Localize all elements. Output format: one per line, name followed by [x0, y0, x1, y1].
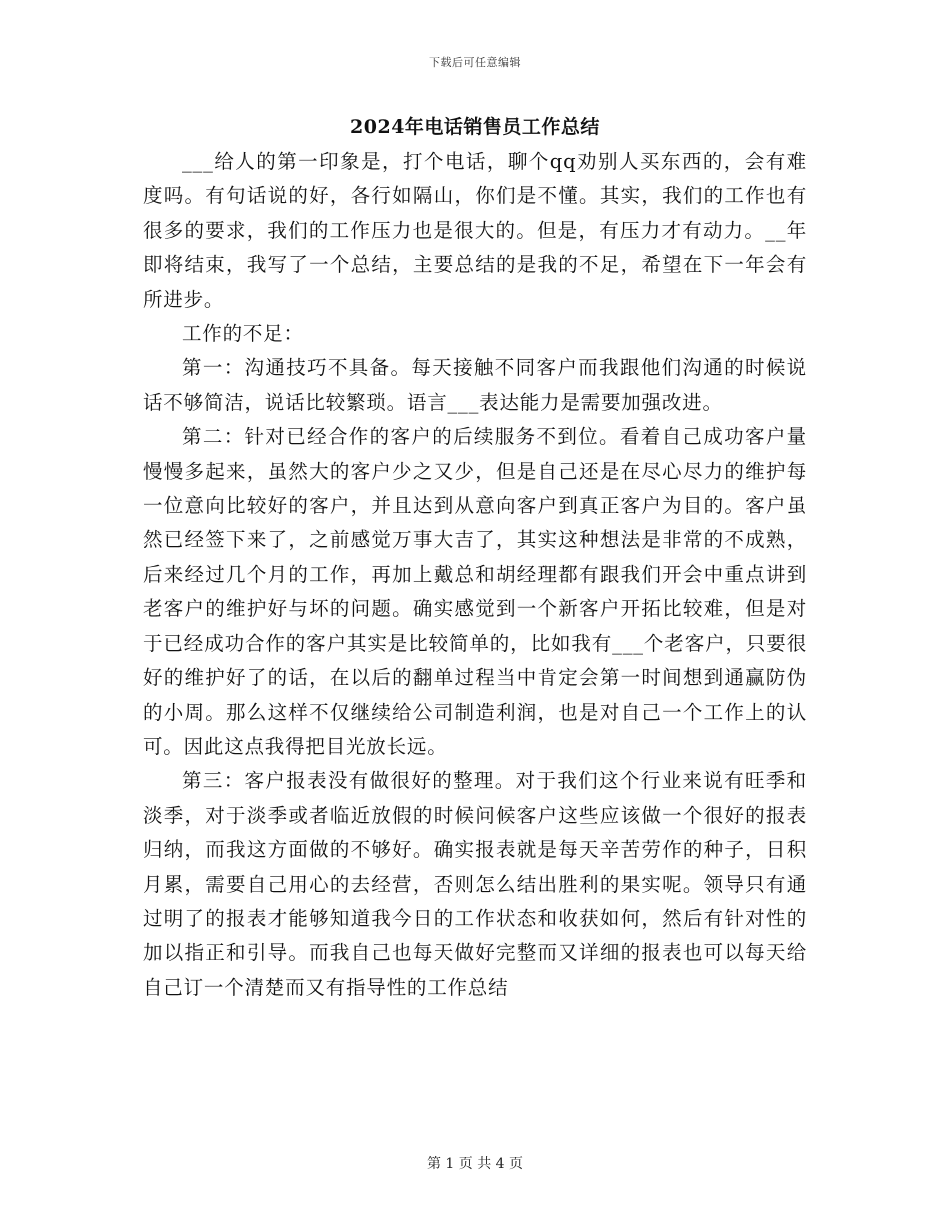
paragraph-second-point: 第二：针对已经合作的客户的后续服务不到位。看着自己成功客户量慢慢多起来，虽然大的客户少之又少，但是自己还是在尽心尽力的维护每一位意向比较好的客户，并且达到从意向客户到真正客户为目的。客户虽然已经签下来了，之前感觉万事大吉了，其实这种想法是非常的不成熟，后来经过几个月的工作，再加上戴总和胡经理都有跟我们开会中重点讲到老客户的维护好与坏的问题。确实感觉到一个新客户开拓比较难，但是对于已经成功合作的客户其实是比较简单的，比如我有___个老客户，只要很好的维护好了的话，在以后的翻单过程当中肯定会第一时间想到通赢防伪的小周。那么这样不仅继续给公司制造利润，也是对自己一个工作上的认可。因此这点我得把目光放长远。 — [143, 425, 807, 758]
paragraph-first-point: 第一：沟通技巧不具备。每天接触不同客户而我跟他们沟通的时候说话不够简洁，说话比较繁琐。语言___表达能力是需要加强改进。 — [143, 356, 807, 414]
document-body — [143, 145, 807, 1005]
paragraph-third-point: 第三：客户报表没有做很好的整理。对于我们这个行业来说有旺季和淡季，对于淡季或者临近放假的时候问候客户这些应该做一个很好的报表归纳，而我这方面做的不够好。确实报表就是每天辛苦劳作的种子，日积月累，需要自己用心的去经营，否则怎么结出胜利的果实呢。领导只有通过明了的报表才能够知道我今日的工作状态和收获如何，然后有针对性的加以指正和引导。而我自己也每天做好完整而又详细的报表也可以每天给自己订一个清楚而又有指导性的工作总结 — [143, 769, 807, 999]
page-number: 第 1 页 共 4 页 — [426, 1156, 524, 1172]
paragraph-intro: ___给人的第一印象是，打个电话，聊个qq劝别人买东西的，会有难度吗。有句话说的好，各行如隔山，你们是不懂。其实，我们的工作也有很多的要求，我们的工作压力也是很大的。但是，有压力才有动力。__年即将结束，我写了一个总结，主要总结的是我的不足，希望在下一年会有所进步。 — [143, 150, 807, 311]
paragraph-shortcomings-heading: 工作的不足： — [182, 322, 304, 346]
header-note: 下载后可任意编辑 — [429, 56, 521, 69]
document-title: 2024年电话销售员工作总结 — [350, 116, 600, 138]
